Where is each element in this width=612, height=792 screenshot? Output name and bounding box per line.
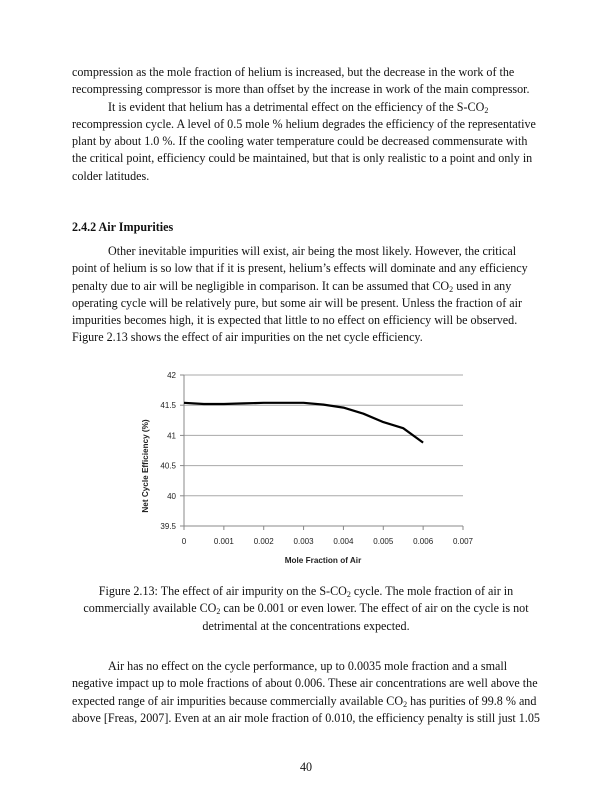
paragraph-compression <box>72 64 542 99</box>
x-tick-label: 0.007 <box>452 537 474 546</box>
text-line: Air has no effect on the cycle performance, up to 0.0035 mole fraction and a small <box>108 659 508 673</box>
text-line: recompressing compressor is more than offset by the increase in work of the main compressor. <box>72 82 530 97</box>
y-tick-label: 40 <box>167 491 176 501</box>
figure-caption <box>72 583 540 635</box>
paragraph-helium-effect <box>72 99 542 185</box>
page-number: 40 <box>299 760 313 774</box>
text-fragment: Figure 2.13: The effect of air impurity on the S-CO <box>98 584 347 598</box>
chart-canvas <box>130 360 490 570</box>
text-fragment: can be 0.001 or even lower. The effect of air on the cycle is not <box>220 601 529 616</box>
text-line: plant by about 1.0 %. If the cooling water temperature could be decreased commensurate with <box>72 134 528 149</box>
text-line: colder latitudes. <box>72 168 150 183</box>
y-axis-tick-labels <box>160 371 176 531</box>
text-line: above [Freas, 2007]. Even at an air mole fraction of 0.010, the efficiency penalty is still just 1.05 <box>72 710 540 725</box>
efficiency-line <box>184 403 423 443</box>
subscript: 2 <box>216 607 221 617</box>
x-tick-label: 0.002 <box>253 537 274 546</box>
text-line <box>72 99 542 116</box>
y-tick-label: 42 <box>167 371 176 380</box>
x-axis-label: Mole Fraction of Air <box>284 556 362 565</box>
paragraph-air-effect <box>72 658 542 727</box>
subscript: 2 <box>484 105 489 115</box>
subscript: 2 <box>403 699 408 709</box>
text-line: recompression cycle. A level of 0.5 mole % helium degrades the efficiency of the representative <box>72 116 536 131</box>
y-tick-label: 41.5 <box>160 401 176 411</box>
x-tick-label: 0.006 <box>413 537 434 546</box>
chart-axes <box>180 375 463 530</box>
text-line: detrimental at the concentrations expected. <box>202 618 410 633</box>
text-line <box>72 583 540 600</box>
text-fragment: It is evident that helium has a detrimental effect on the efficiency of the S-CO <box>108 99 485 114</box>
text-line: Figure 2.13 shows the effect of air impurities on the net cycle efficiency. <box>72 330 423 345</box>
y-axis-label: Net Cycle Efficiency (%) <box>141 419 150 513</box>
x-tick-label: 0.003 <box>293 537 314 546</box>
text-fragment: has purities of 99.8 % and <box>407 693 537 708</box>
text-line: impurities becomes high, it is expected that little to no effect on efficiency will be observed. <box>72 313 518 328</box>
x-tick-label: 0.001 <box>213 537 234 546</box>
y-tick-label: 41 <box>167 431 176 441</box>
text-line <box>72 693 542 710</box>
text-line: compression as the mole fraction of helium is increased, but the decrease in the work of the <box>72 65 515 79</box>
text-fragment: used in any <box>453 278 512 293</box>
y-tick-label: 39.5 <box>160 522 176 531</box>
text-fragment: cycle. The mole fraction of air in <box>350 584 514 598</box>
efficiency-chart <box>130 360 490 570</box>
text-line: operating cycle will be relatively pure, but some air will be present. Unless the fraction of air <box>72 295 523 310</box>
text-line <box>72 600 540 617</box>
text-line: point of helium is so low that if it is present, helium’s effects will dominate and any efficiency <box>72 261 528 276</box>
text-line: Other inevitable impurities will exist, air being the most likely. However, the critical <box>108 244 517 258</box>
y-tick-label: 40.5 <box>160 461 176 471</box>
paragraph-air-impurities <box>72 243 542 347</box>
chart-gridlines <box>184 375 463 496</box>
text-line: the critical point, efficiency could be maintained, but that is only realistic to a point and only in <box>72 151 533 166</box>
x-tick-label: 0 <box>181 537 187 546</box>
x-tick-label: 0.004 <box>333 537 354 546</box>
x-tick-label: 0.005 <box>373 537 394 546</box>
text-line: negative impact up to mole fractions of about 0.006. These air concentrations are well above the <box>72 676 538 691</box>
text-line <box>72 278 542 295</box>
text-fragment: expected range of air impurities because commercially available CO <box>72 693 404 708</box>
text-fragment: commercially available CO <box>83 601 217 616</box>
subscript: 2 <box>449 284 454 294</box>
subscript: 2 <box>346 590 351 599</box>
text-fragment: penalty due to air will be negligible in comparison. It can be assumed that CO <box>72 278 450 293</box>
section-heading: 2.4.2 Air Impurities <box>72 220 174 234</box>
x-axis-tick-labels <box>182 537 474 546</box>
